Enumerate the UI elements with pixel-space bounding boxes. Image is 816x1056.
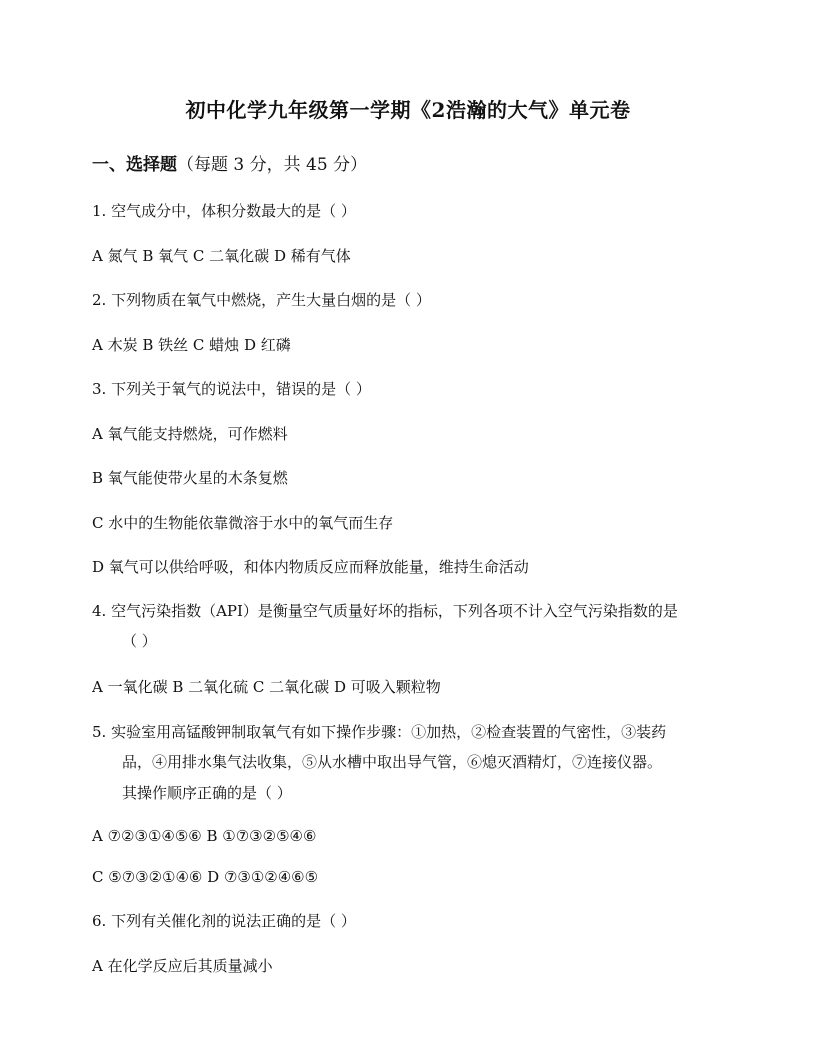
question-3: 3. 下列关于氧气的说法中，错误的是（ ） (92, 380, 371, 398)
question-3-option-c: C 水中的生物能依靠微溶于水中的氧气而生存 (92, 514, 394, 532)
section-heading-label: 一、选择题 (92, 155, 177, 175)
question-5-continued-1: 品，④用排水集气法收集，⑤从水槽中取出导气管，⑥熄灭酒精灯，⑦连接仪器。 (122, 753, 663, 771)
question-5-continued-2: 其操作顺序正确的是（ ） (122, 784, 292, 802)
question-4-continued: （ ） (122, 632, 157, 650)
question-5: 5. 实验室用高锰酸钾制取氧气有如下操作步骤：①加热，②检查装置的气密性，③装药 (92, 723, 667, 741)
question-1-options: A 氮气 B 氧气 C 二氧化碳 D 稀有气体 (92, 247, 351, 265)
question-6-option-a: A 在化学反应后其质量减小 (92, 957, 273, 975)
section-heading (92, 150, 367, 175)
document-title: 初中化学九年级第一学期《2浩瀚的大气》单元卷 (185, 98, 631, 122)
question-6: 6. 下列有关催化剂的说法正确的是（ ） (92, 912, 356, 930)
question-2-options: A 木炭 B 铁丝 C 蜡烛 D 红磷 (92, 336, 291, 354)
question-1: 1. 空气成分中，体积分数最大的是（ ） (92, 202, 356, 220)
question-3-option-a: A 氧气能支持燃烧，可作燃料 (92, 425, 288, 443)
question-2: 2. 下列物质在氧气中燃烧，产生大量白烟的是（ ） (92, 291, 431, 309)
question-4: 4. 空气污染指数（API）是衡量空气质量好坏的指标，下列各项不计入空气污染指数的是 (92, 602, 678, 620)
question-4-options: A 一氧化碳 B 二氧化硫 C 二氧化碳 D 可吸入颗粒物 (92, 678, 441, 696)
question-5-options-cd: C ⑤⑦③②①④⑥ D ⑦③①②④⑥⑤ (92, 868, 319, 886)
question-3-option-d: D 氧气可以供给呼吸，和体内物质反应而释放能量，维持生命活动 (92, 558, 529, 576)
question-5-options-ab: A ⑦②③①④⑤⑥ B ①⑦③②⑤④⑥ (92, 827, 317, 845)
question-3-option-b: B 氧气能使带火星的木条复燃 (92, 469, 288, 487)
section-heading-note: （每题 3 分，共 45 分） (177, 155, 368, 175)
